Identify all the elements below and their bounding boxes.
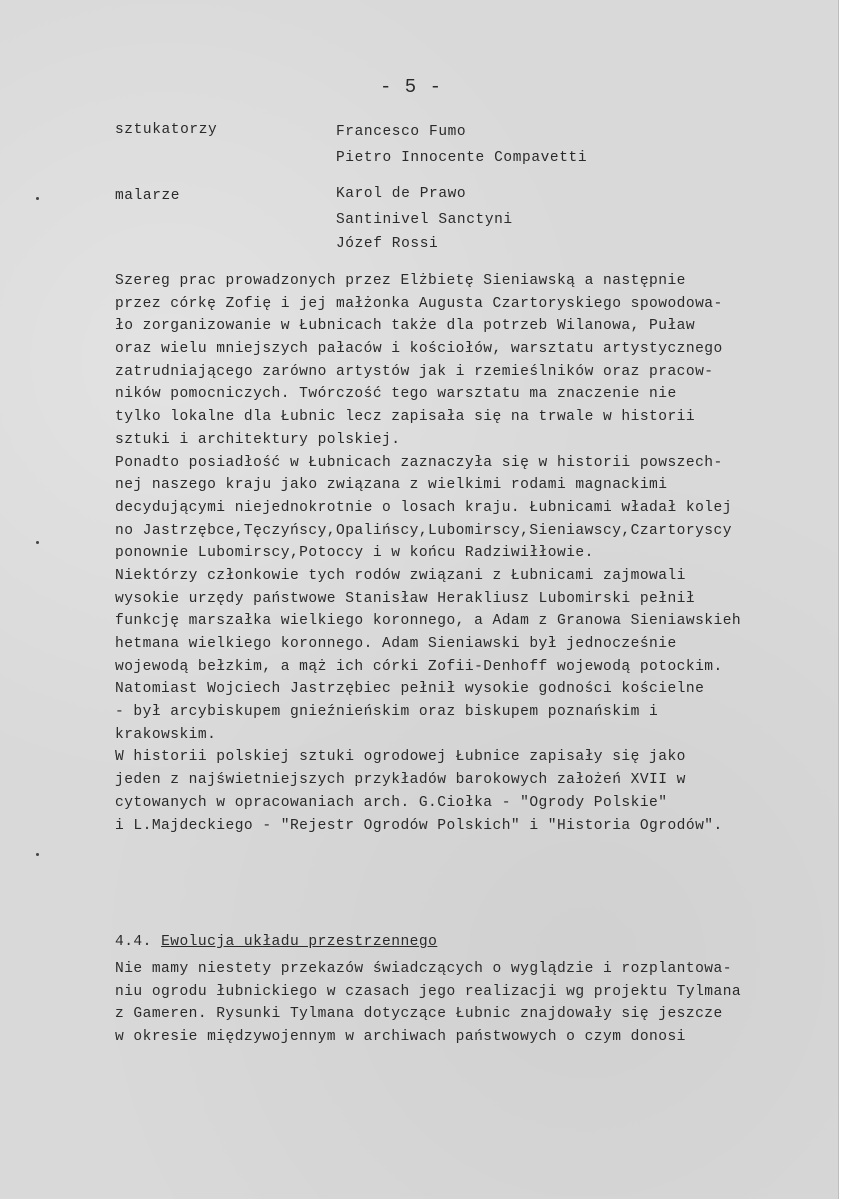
section-number: 4.4. xyxy=(115,934,152,950)
paper-speck xyxy=(36,541,39,544)
text-line: decydującymi niejednokrotnie o losach kraju. Łubnicami władał kolej xyxy=(115,499,732,516)
text-line: Natomiast Wojciech Jastrzębiec pełnił wysokie godności kościelne xyxy=(115,681,705,698)
artist-name: Karol de Prawo xyxy=(336,186,467,202)
text-line: w okresie międzywojennym w archiwach państwowych o czym donosi xyxy=(115,1029,686,1046)
role-label-malarze: malarze xyxy=(115,188,181,204)
page-number: - 5 - xyxy=(380,76,443,98)
text-line: tylko lokalne dla Łubnic lecz zapisała się na trwale w historii xyxy=(115,409,696,426)
section-title: Ewolucja układu przestrzennego xyxy=(161,934,438,950)
text-line: przez córkę Zofię i jej małżonka Augusta Czartoryskiego spowodowa- xyxy=(115,295,723,312)
text-line: no Jastrzębce,Tęczyńscy,Opalińscy,Lubomirscy,Sieniawscy,Czartoryscy xyxy=(115,522,732,539)
page-edge xyxy=(838,0,845,1199)
artist-name: Józef Rossi xyxy=(336,236,439,252)
text-line: funkcję marszałka wielkiego koronnego, a Adam z Granowa Sieniawskieh xyxy=(115,613,742,630)
text-line: cytowanych w opracowaniach arch. G.Ciołka - "Ogrody Polskie" xyxy=(115,794,668,811)
text-line: Szereg prac prowadzonych przez Elżbietę Sieniawską a następnie xyxy=(115,273,686,289)
text-line: Nie mamy niestety przekazów świadczących o wyglądzie i rozplantowa- xyxy=(115,961,732,977)
text-line: - był arcybiskupem gnieźnieńskim oraz biskupem poznańskim i xyxy=(115,704,659,721)
text-line: wojewodą bełzkim, a mąż ich córki Zofii-Denhoff wojewodą potockim. xyxy=(115,658,723,675)
section-heading xyxy=(115,934,437,950)
text-line: nej naszego kraju jako związana z wielkimi rodami magnackimi xyxy=(115,477,668,494)
paper-speck xyxy=(36,197,39,200)
text-line: wysokie urzędy państwowe Stanisław Herakliusz Lubomirski pełnił xyxy=(115,590,696,607)
text-line: krakowskim. xyxy=(115,726,217,743)
text-line: jeden z najświetniejszych przykładów barokowych założeń XVII w xyxy=(115,772,686,789)
artist-name: Pietro Innocente Compavetti xyxy=(336,150,588,166)
second-paragraph xyxy=(115,958,835,1049)
text-line: W historii polskiej sztuki ogrodowej Łubnice zapisały się jako xyxy=(115,749,686,766)
text-line: z Gameren. Rysunki Tylmana dotyczące Łubnic znajdowały się jeszcze xyxy=(115,1006,723,1023)
text-line: ło zorganizowanie w Łubnicach także dla potrzeb Wilanowa, Puław xyxy=(115,318,696,335)
text-line: ników pomocniczych. Twórczość tego warsztatu ma znaczenie nie xyxy=(115,386,677,403)
artist-name: Francesco Fumo xyxy=(336,124,467,140)
text-line: oraz wielu mniejszych pałaców i kościołów, warsztatu artystycznego xyxy=(115,341,723,358)
text-line: ponownie Lubomirscy,Potoccy i w końcu Radziwiłłowie. xyxy=(115,545,594,562)
text-line: sztuki i architektury polskiej. xyxy=(115,431,401,448)
artist-name: Santinivel Sanctyni xyxy=(336,212,513,228)
text-line: hetmana wielkiego koronnego. Adam Sieniawski był jednocześnie xyxy=(115,636,677,652)
text-line: Ponadto posiadłość w Łubnicach zaznaczyła się w historii powszech- xyxy=(115,454,723,471)
text-line: Niektórzy członkowie tych rodów związani z Łubnicami zajmowali xyxy=(115,567,686,584)
text-line: i L.Majdeckiego - "Rejestr Ogrodów Polskich" i "Historia Ogrodów". xyxy=(115,817,723,834)
role-label-sztukatorzy: sztukatorzy xyxy=(115,122,218,138)
text-line: niu ogrodu łubnickiego w czasach jego realizacji wg projektu Tylmana xyxy=(115,983,742,1000)
text-line: zatrudniającego zarówno artystów jak i rzemieślników oraz pracow- xyxy=(115,363,714,380)
paper-speck xyxy=(36,853,39,856)
main-paragraph xyxy=(115,270,835,837)
